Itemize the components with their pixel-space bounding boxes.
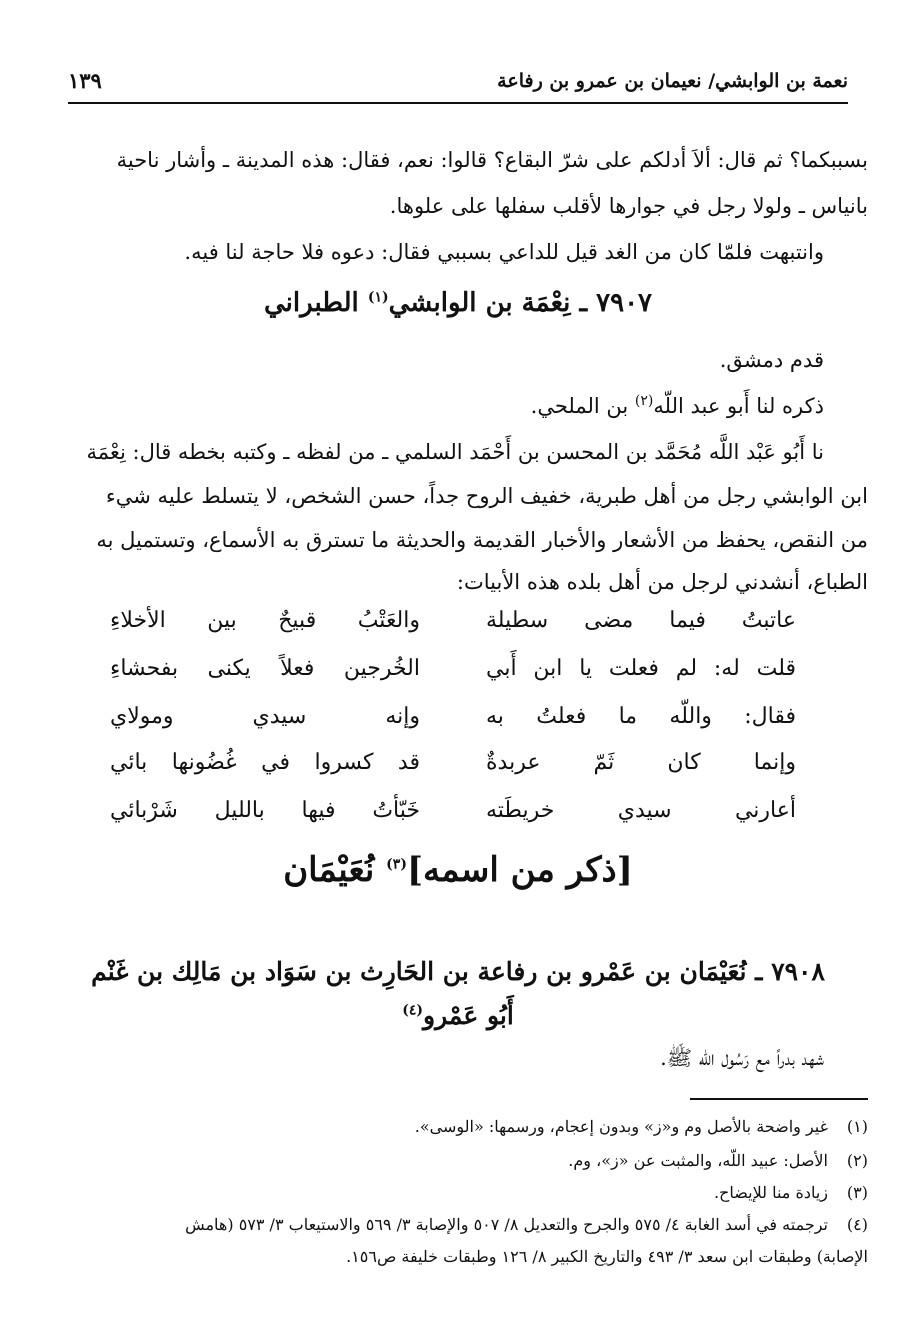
entry-7907-para-line-4: الطباع، أنشدني لرجل من أهل بلده هذه الأبيات:	[456, 570, 868, 594]
footnote	[48, 1178, 868, 1208]
footnote-separator	[690, 1098, 868, 1100]
entry-7907-para-line-3: من النقص، يحفظ من الأشعار والأخبار القديمة والحديثة ما تسترق به الأسماع، وتستميل به	[96, 528, 868, 552]
verse-first-hemistich: أعارني سيدي خريطَته	[486, 798, 796, 823]
footnote-ref-3: (٣)	[386, 856, 407, 873]
entry-7907-line-2a: ذكره لنا أَبو عبد اللّه	[653, 394, 824, 418]
verse-second-hemistich: والعَتْبُ قبيحٌ بين الأخلاءِ	[110, 608, 420, 633]
footnote-ref-2: (٢)	[634, 393, 654, 409]
footnote-number: (٣)	[846, 1183, 868, 1202]
running-head-title: نعمة بن الوابشي/ نعيمان بن عمرو بن رفاعة	[497, 70, 848, 92]
footnote-number: (٢)	[846, 1151, 868, 1170]
verse-second-hemistich: وإنه سيدي ومولاي	[110, 704, 420, 729]
section-heading	[0, 850, 916, 890]
entry-7907-line-1: قدم دمشق.	[719, 348, 824, 372]
entry-7907-line-2	[48, 386, 824, 426]
page-number: ١٣٩	[68, 68, 102, 93]
verse-first-hemistich: وإنما كان ثَمّ عربدةٌ	[486, 750, 796, 775]
running-head	[68, 64, 848, 104]
entry-7908-line-1: شهد بدراً مع رَسُول اللّه ﷺ.	[660, 1046, 824, 1070]
entry-7908-heading-line-2	[48, 994, 868, 1038]
footnote	[48, 1146, 868, 1176]
footnote-text: الأصل: عبيد اللّه، والمثبت عن «ز»، وم.	[568, 1151, 828, 1170]
verse-second-hemistich: الخُرجين فعلاً يكنى بفحشاءِ	[110, 656, 420, 681]
entry-7908-number: ٧٩٠٨	[771, 957, 825, 986]
entry-7907-name: نِعْمَة بن الوابشي	[388, 288, 571, 318]
verse-first-hemistich: فقال: واللّه ما فعلتُ به	[486, 704, 796, 729]
verse-first-hemistich: قلت له: لم فعلت يا ابن أَبي	[486, 656, 796, 681]
verse-second-hemistich: خَبّأتُ فيها بالليل شَرْبائي	[110, 798, 420, 823]
verse-row	[110, 656, 796, 696]
verse-row	[110, 608, 796, 648]
verse-row	[110, 750, 796, 790]
entry-7908-dash: ـ	[746, 957, 772, 986]
intro-line-1: بسببكما؟ ثم قال: ألاَ أدلكم على شرّ البقاع؟ قالوا: نعم، فقال: هذه المدينة ـ وأشار ناحية	[116, 148, 868, 172]
entry-7907-para-line-2: ابن الوابشي رجل من أهل طبرية، خفيف الروح جداً، حسن الشخص، لا يتسلط عليه شيء	[105, 484, 868, 508]
entry-7907-dash: ـ	[570, 288, 597, 318]
footnote-text-continued: الإصابة) وطبقات ابن سعد ٣/ ٤٩٣ والتاريخ الكبير ٨/ ١٢٦ وطبقات خليفة ص١٥٦.	[346, 1247, 868, 1266]
verse-row	[110, 704, 796, 744]
footnote-text: غير واضحة بالأصل وم و«ز» وبدون إعجام، ورسمها: «الوسى».	[414, 1117, 828, 1136]
verse-row	[110, 798, 796, 838]
entry-7908-heading-line-1	[48, 950, 868, 994]
footnote-continuation	[48, 1242, 868, 1272]
footnote-ref-1: (١)	[367, 289, 389, 306]
intro-line-3: وانتبهت فلمّا كان من الغد قيل للداعي بسببي فقال: دعوه فلا حاجة لنا فيه.	[184, 240, 824, 264]
footnote-text: ترجمته في أسد الغابة ٤/ ٥٧٥ والجرح والتعديل ٨/ ٥٠٧ والإصابة ٣/ ٥٦٩ والاستيعاب ٣/ ٥٧٣ (هامش	[185, 1215, 828, 1234]
entry-7907-nisba: الطبراني	[263, 288, 368, 318]
footnote	[48, 1210, 868, 1240]
entry-7907-heading	[0, 288, 916, 318]
entry-7908-name: نُعَيْمَان بن عَمْرو بن رفاعة بن الحَارِث بن سَوَاد بن مَالِك بن غَنْم	[91, 957, 747, 986]
entry-7907-para-line-1: نا أَبُو عَبْد اللَّه مُحَمَّد بن المحسن بن أَحْمَد السلمي ـ من لفظه ـ وكتبه بخطه قال: نِعْمَة	[86, 440, 824, 464]
entry-7908-heading	[48, 950, 868, 1038]
footnote-number: (١)	[846, 1117, 868, 1136]
footnote	[48, 1112, 868, 1142]
entry-7907-line-2b: بن الملحي.	[530, 394, 635, 418]
entry-7908-kunya: أَبُو عَمْرو	[423, 1001, 514, 1030]
footnote-text: زيادة منا للإيضاح.	[713, 1183, 828, 1202]
section-heading-open: [ذكر من اسمه]	[406, 850, 633, 890]
footnote-number: (٤)	[846, 1215, 868, 1234]
intro-line-2: بانياس ـ ولولا رجل في جوارها لأقلب سفلها على علوها.	[389, 194, 868, 218]
footnote-ref-4: (٤)	[402, 1002, 423, 1019]
verse-first-hemistich: عاتبتُ فيما مضى سطيلة	[486, 608, 796, 633]
entry-7907-number: ٧٩٠٧	[596, 288, 653, 318]
verse-second-hemistich: قد كسروا في غُضُونها بائي	[110, 750, 420, 775]
section-heading-name: نُعَيْمَان	[283, 850, 387, 890]
